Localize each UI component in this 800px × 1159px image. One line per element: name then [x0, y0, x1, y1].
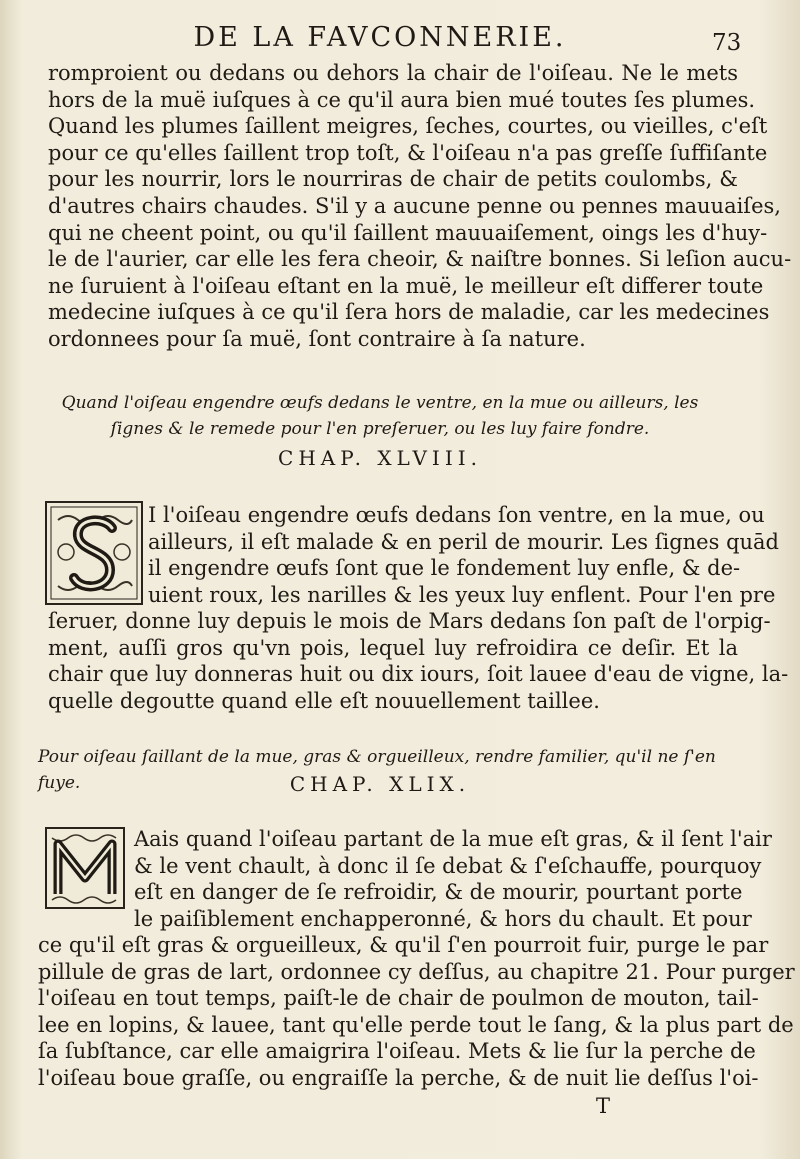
- chapter-49-body: [38, 932, 795, 1092]
- text-line: ne ſuruient à l'oiſeau eſtant en la muë, le meilleur eſt differer toute: [48, 273, 764, 298]
- chapter-48-heading: [0, 390, 760, 442]
- text-line: & le vent chault, à donc il ſe debat & ſ'eſchauffe, pourquoy: [134, 853, 762, 878]
- running-header: DE LA FAVCONNERIE.: [193, 22, 567, 53]
- decorated-initial-m-icon: [44, 826, 126, 910]
- text-line: ailleurs, il eſt malade & en peril de mourir. Les ſignes quād: [148, 529, 779, 554]
- text-line: I l'oiſeau engendre œufs dedans ſon ventre, en la mue, ou: [148, 503, 765, 527]
- text-line: ordonnees pour ſa muë, ſont contraire à ſa nature.: [48, 326, 586, 351]
- heading-line: ſignes & le remede pour l'en preſeruer, ou les luy faire fondre.: [110, 419, 650, 439]
- signature-mark: T: [596, 1094, 611, 1118]
- text-line: qui ne cheent point, ou qu'il ſaillent mauuaiſement, oings les d'huy-: [48, 220, 768, 245]
- decorated-initial-s-icon: [44, 500, 144, 606]
- text-line: medecine iuſques à ce qu'il ſera hors de maladie, car les medecines: [48, 300, 770, 325]
- text-line: hors de la muë iuſques à ce qu'il aura bien mué toutes ſes plumes.: [48, 87, 756, 112]
- text-line: d'autres chairs chaudes. S'il y a aucune penne ou pennes mauuaiſes,: [48, 193, 781, 218]
- heading-line: Pour oiſeau ſaillant de la mue, gras & orgueilleux, rendre familier, qu'il ne ſ'en fuye.: [38, 747, 716, 793]
- page-number: 73: [712, 30, 742, 56]
- text-line: quelle degoutte quand elle eſt nouuellement taillee.: [48, 688, 600, 713]
- text-line: le paiſiblement enchapperonné, & hors du chault. Et pour: [134, 906, 752, 931]
- chapter-49-number: CHAP. XLIX.: [289, 772, 471, 796]
- text-line: ment, auſſi gros qu'vn pois, lequel luy refroidira ce deſir. Et la: [48, 635, 738, 660]
- text-line: Quand les plumes ſaillent meigres, ſeches, courtes, ou vieilles, c'eſt: [48, 114, 768, 139]
- text-line: uient roux, les narilles & les yeux luy enflent. Pour l'en pre: [148, 582, 776, 607]
- text-line: chair que luy donneras huit ou dix iours, ſoit lauee d'eau de vigne, la-: [48, 662, 789, 687]
- text-line: l'oiſeau boue graſſe, ou engraiſſe la perche, & de nuit lie deſſus l'oi-: [38, 1065, 759, 1090]
- text-line: il engendre œufs ſont que le fondement luy enfle, & de-: [148, 556, 741, 581]
- chapter-49-body-indented: [134, 826, 772, 932]
- heading-line: Quand l'oiſeau engendre œufs dedans le ventre, en la mue ou ailleurs, les: [61, 393, 699, 413]
- text-line: pillule de gras de lart, ordonnee cy deſſus, au chapitre 21. Pour purger: [38, 959, 795, 984]
- text-line: pour ce qu'elles ſaillent trop toſt, & l'oiſeau n'a pas greſſe ſuffiſante: [48, 140, 768, 165]
- text-line: lee en lopins, & lauee, tant qu'elle perde tout le ſang, & la plus part de: [38, 1012, 794, 1037]
- paragraph-continuation: [48, 60, 792, 353]
- text-line: le de l'aurier, car elle les fera cheoir, & naiſtre bonnes. Si leſion aucu-: [48, 247, 792, 272]
- text-line: pour les nourrir, lors le nourriras de chair de petits coulombs, &: [48, 167, 738, 192]
- text-line: l'oiſeau en tout temps, paiſt-le de chair de poulmon de mouton, tail-: [38, 986, 759, 1011]
- text-line: ce qu'il eſt gras & orgueilleux, & qu'il ſ'en pourroit fuir, purge le par: [38, 933, 769, 957]
- chapter-48-body: [48, 608, 789, 714]
- text-line: Aais quand l'oiſeau partant de la mue eſt gras, & il ſent l'air: [134, 827, 772, 851]
- text-line: romproient ou dedans ou dehors la chair de l'oiſeau. Ne le mets: [48, 61, 738, 85]
- chapter-48-body-indented: [148, 502, 779, 608]
- text-line: eſt en danger de ſe refroidir, & de mourir, pourtant porte: [134, 880, 743, 905]
- text-line: ſa ſubſtance, car elle amaigrira l'oiſeau. Mets & lie ſur la perche de: [38, 1039, 756, 1064]
- text-line: ſeruer, donne luy depuis le mois de Mars dedans ſon paſt de l'orpig-: [48, 609, 771, 633]
- chapter-48-number: CHAP. XLVIII.: [278, 446, 482, 470]
